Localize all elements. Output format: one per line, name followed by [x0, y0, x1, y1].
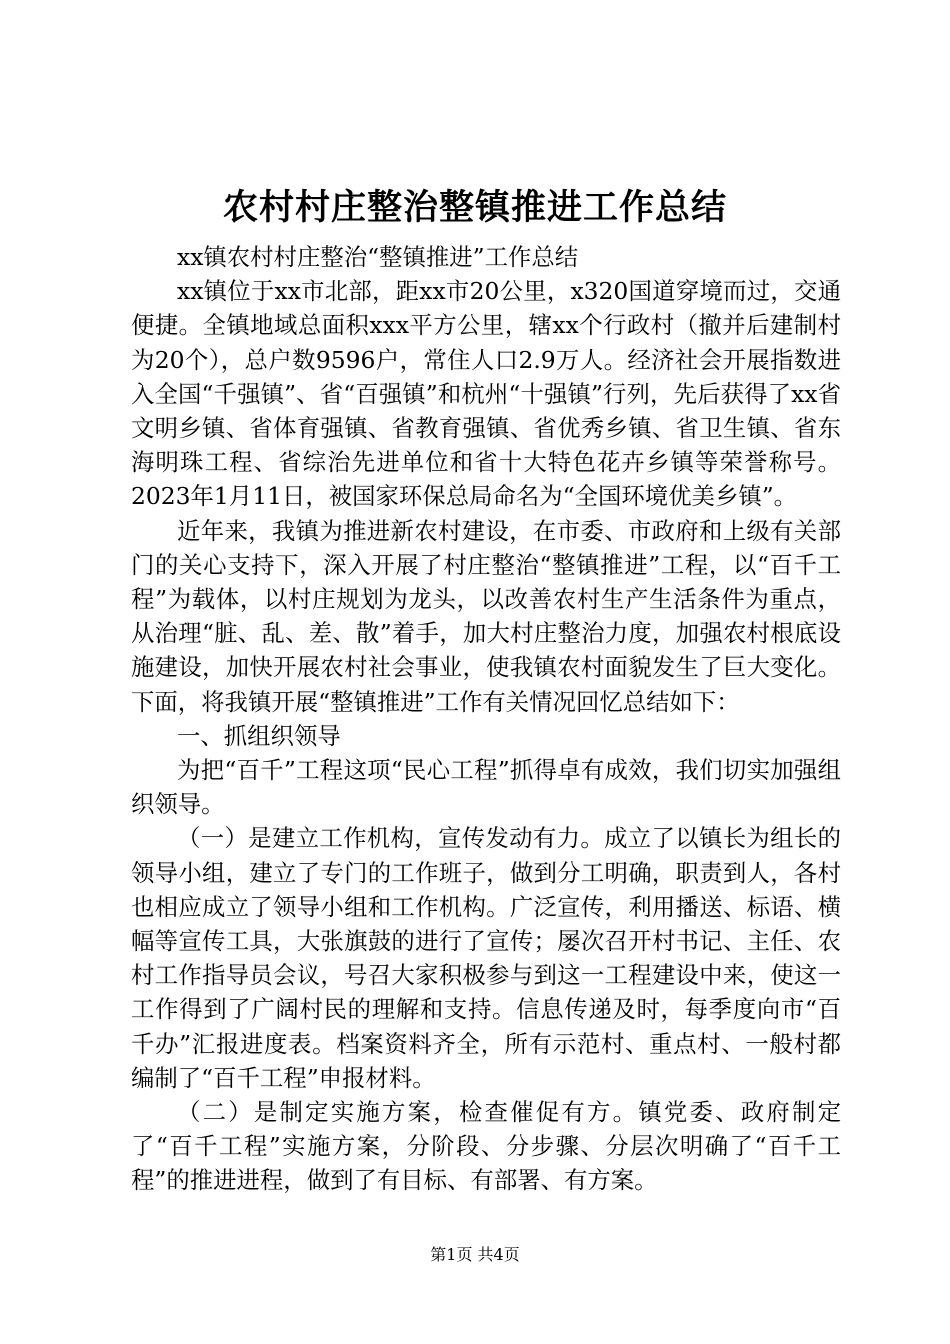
paragraph-overview: 近年来，我镇为推进新农村建设，在市委、市政府和上级有关部门的关心支持下，深入开展了村庄整治“整镇推进”工程，以“百千工程”为载体，以村庄规划为龙头，以改善农村生产生活条件为重点，从治理“脏、乱、差、散”着手，加大村庄整治力度，加强农村根底设施建设，加快开展农村社会事业，使我镇农村面貌发生了巨大变化。下面，将我镇开展“整镇推进”工作有关情况回忆总结如下： [131, 516, 841, 716]
paragraph-item-1: （一）是建立工作机构，宣传发动有力。成立了以镇长为组长的领导小组，建立了专门的工作班子，做到分工明确，职责到人，各村也相应成立了领导小组和工作机构。广泛宣传，利用播送、标语、横幅等宣传工具，大张旗鼓的进行了宣传；屡次召开村书记、主任、农村工作指导员会议，号召大家积极参与到这一工程建设中来，使这一工作得到了广阔村民的理解和支持。信息传递及时，每季度向市“百千办”汇报进度表。档案资料齐全，所有示范村、重点村、一般村都编制了“百千工程”申报材料。 [131, 824, 841, 1092]
paragraph-subtitle: xx镇农村村庄整治“整镇推进”工作总结 [177, 243, 579, 271]
document-body [131, 240, 841, 1198]
page-number: 第1页 共4页 [430, 1245, 520, 1264]
paragraph-intro: xx镇位于xx市北部，距xx市20公里，x320国道穿境而过，交通便捷。全镇地域总面积xxx平方公里，辖xx个行政村（撤并后建制村为20个），总户数9596户，常住人口2.9万人。经济社会开展指数进入全国“千强镇”、省“百强镇”和杭州“十强镇”行列，先后获得了xx省文明乡镇、省体育强镇、省教育强镇、省优秀乡镇、省卫生镇、省东海明珠工程、省综治先进单位和省十大特色花卉乡镇等荣誉称号。2023年1月11日，被国家环保总局命名为“全国环境优美乡镇”。 [131, 277, 841, 511]
paragraph-organization: 为把“百千”工程这项“民心工程”抓得卓有成效，我们切实加强组织领导。 [131, 756, 841, 819]
document-title: 农村村庄整治整镇推进工作总结 [222, 187, 727, 228]
section-heading-organization: 一、抓组织领导 [177, 721, 341, 750]
paragraph-item-2: （二）是制定实施方案，检查催促有方。镇党委、政府制定了“百千工程”实施方案，分阶段、分步骤、分层次明确了“百千工程”的推进进程，做到了有目标、有部署、有方案。 [131, 1098, 841, 1195]
